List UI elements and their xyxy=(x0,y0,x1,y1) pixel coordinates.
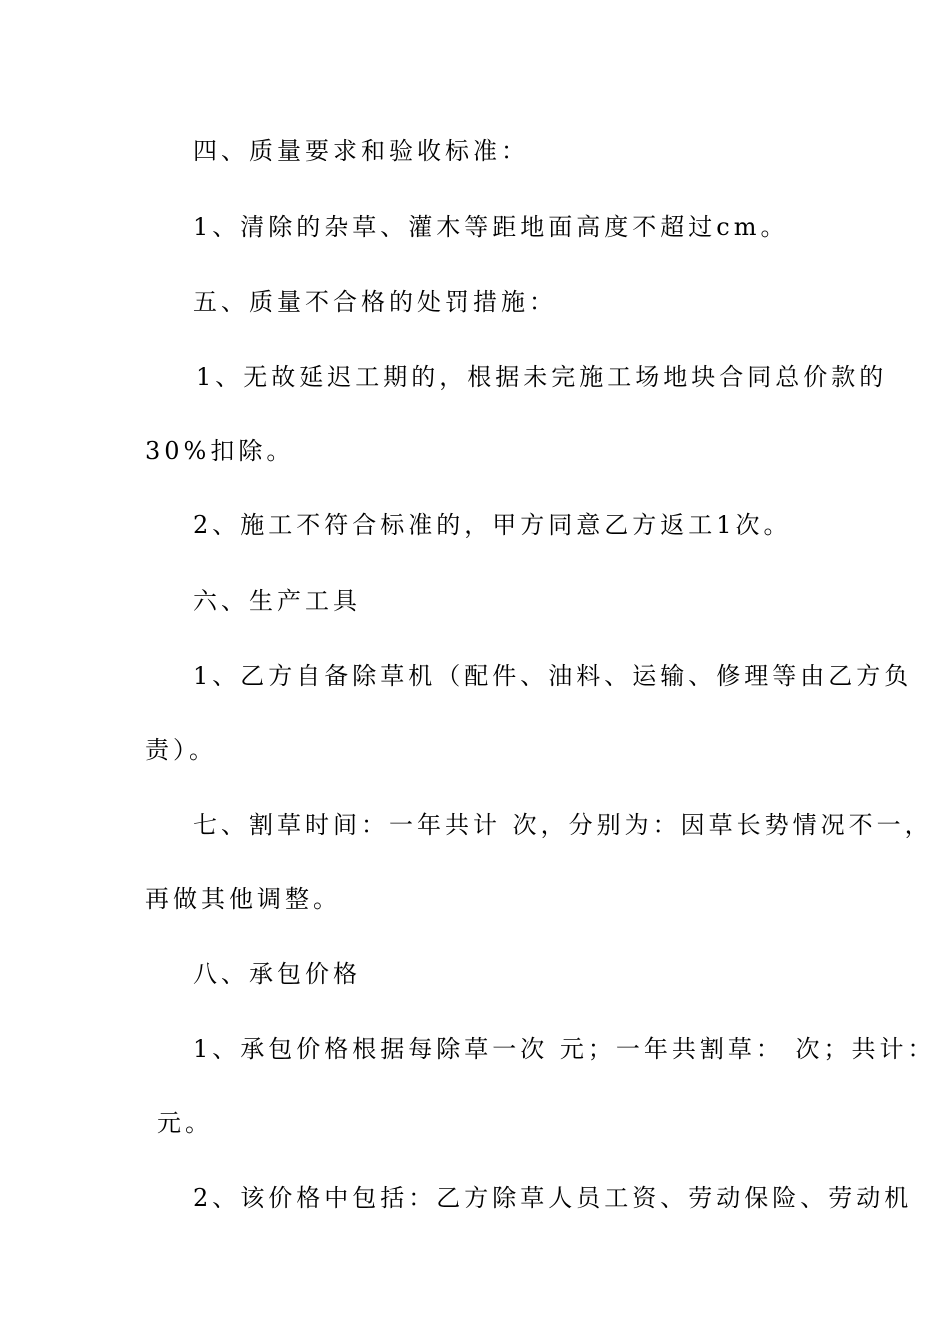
paragraph-mowing-time: 七、割草时间：一年共计 次，分别为：因草长势情况不一， xyxy=(193,811,933,839)
paragraph-mower: 1、乙方自备除草机（配件、油料、运输、修理等由乙方负 xyxy=(193,662,913,690)
heading-penalty-measures: 五、质量不合格的处罚措施： xyxy=(193,288,557,316)
heading-production-tools: 六、生产工具 xyxy=(193,587,361,615)
paragraph-price-includes: 2、该价格中包括：乙方除草人员工资、劳动保险、劳动机 xyxy=(193,1184,913,1212)
paragraph-weed-height: 1、清除的杂草、灌木等距地面高度不超过cm。 xyxy=(193,213,789,241)
paragraph-delay-penalty-continued: 30%扣除。 xyxy=(145,437,295,465)
paragraph-delay-penalty: 1、无故延迟工期的，根据未完施工场地块合同总价款的 xyxy=(196,363,888,391)
paragraph-price-basis: 1、承包价格根据每除草一次 元；一年共割草： 次；共计： xyxy=(193,1035,936,1063)
paragraph-mowing-time-continued: 再做其他调整。 xyxy=(145,885,341,913)
paragraph-price-basis-continued: 元。 xyxy=(157,1109,213,1137)
heading-contract-price: 八、承包价格 xyxy=(193,960,361,988)
paragraph-mower-continued: 责）。 xyxy=(145,736,217,764)
heading-quality-requirements: 四、质量要求和验收标准： xyxy=(193,137,529,165)
paragraph-rework: 2、施工不符合标准的，甲方同意乙方返工1次。 xyxy=(193,511,792,539)
